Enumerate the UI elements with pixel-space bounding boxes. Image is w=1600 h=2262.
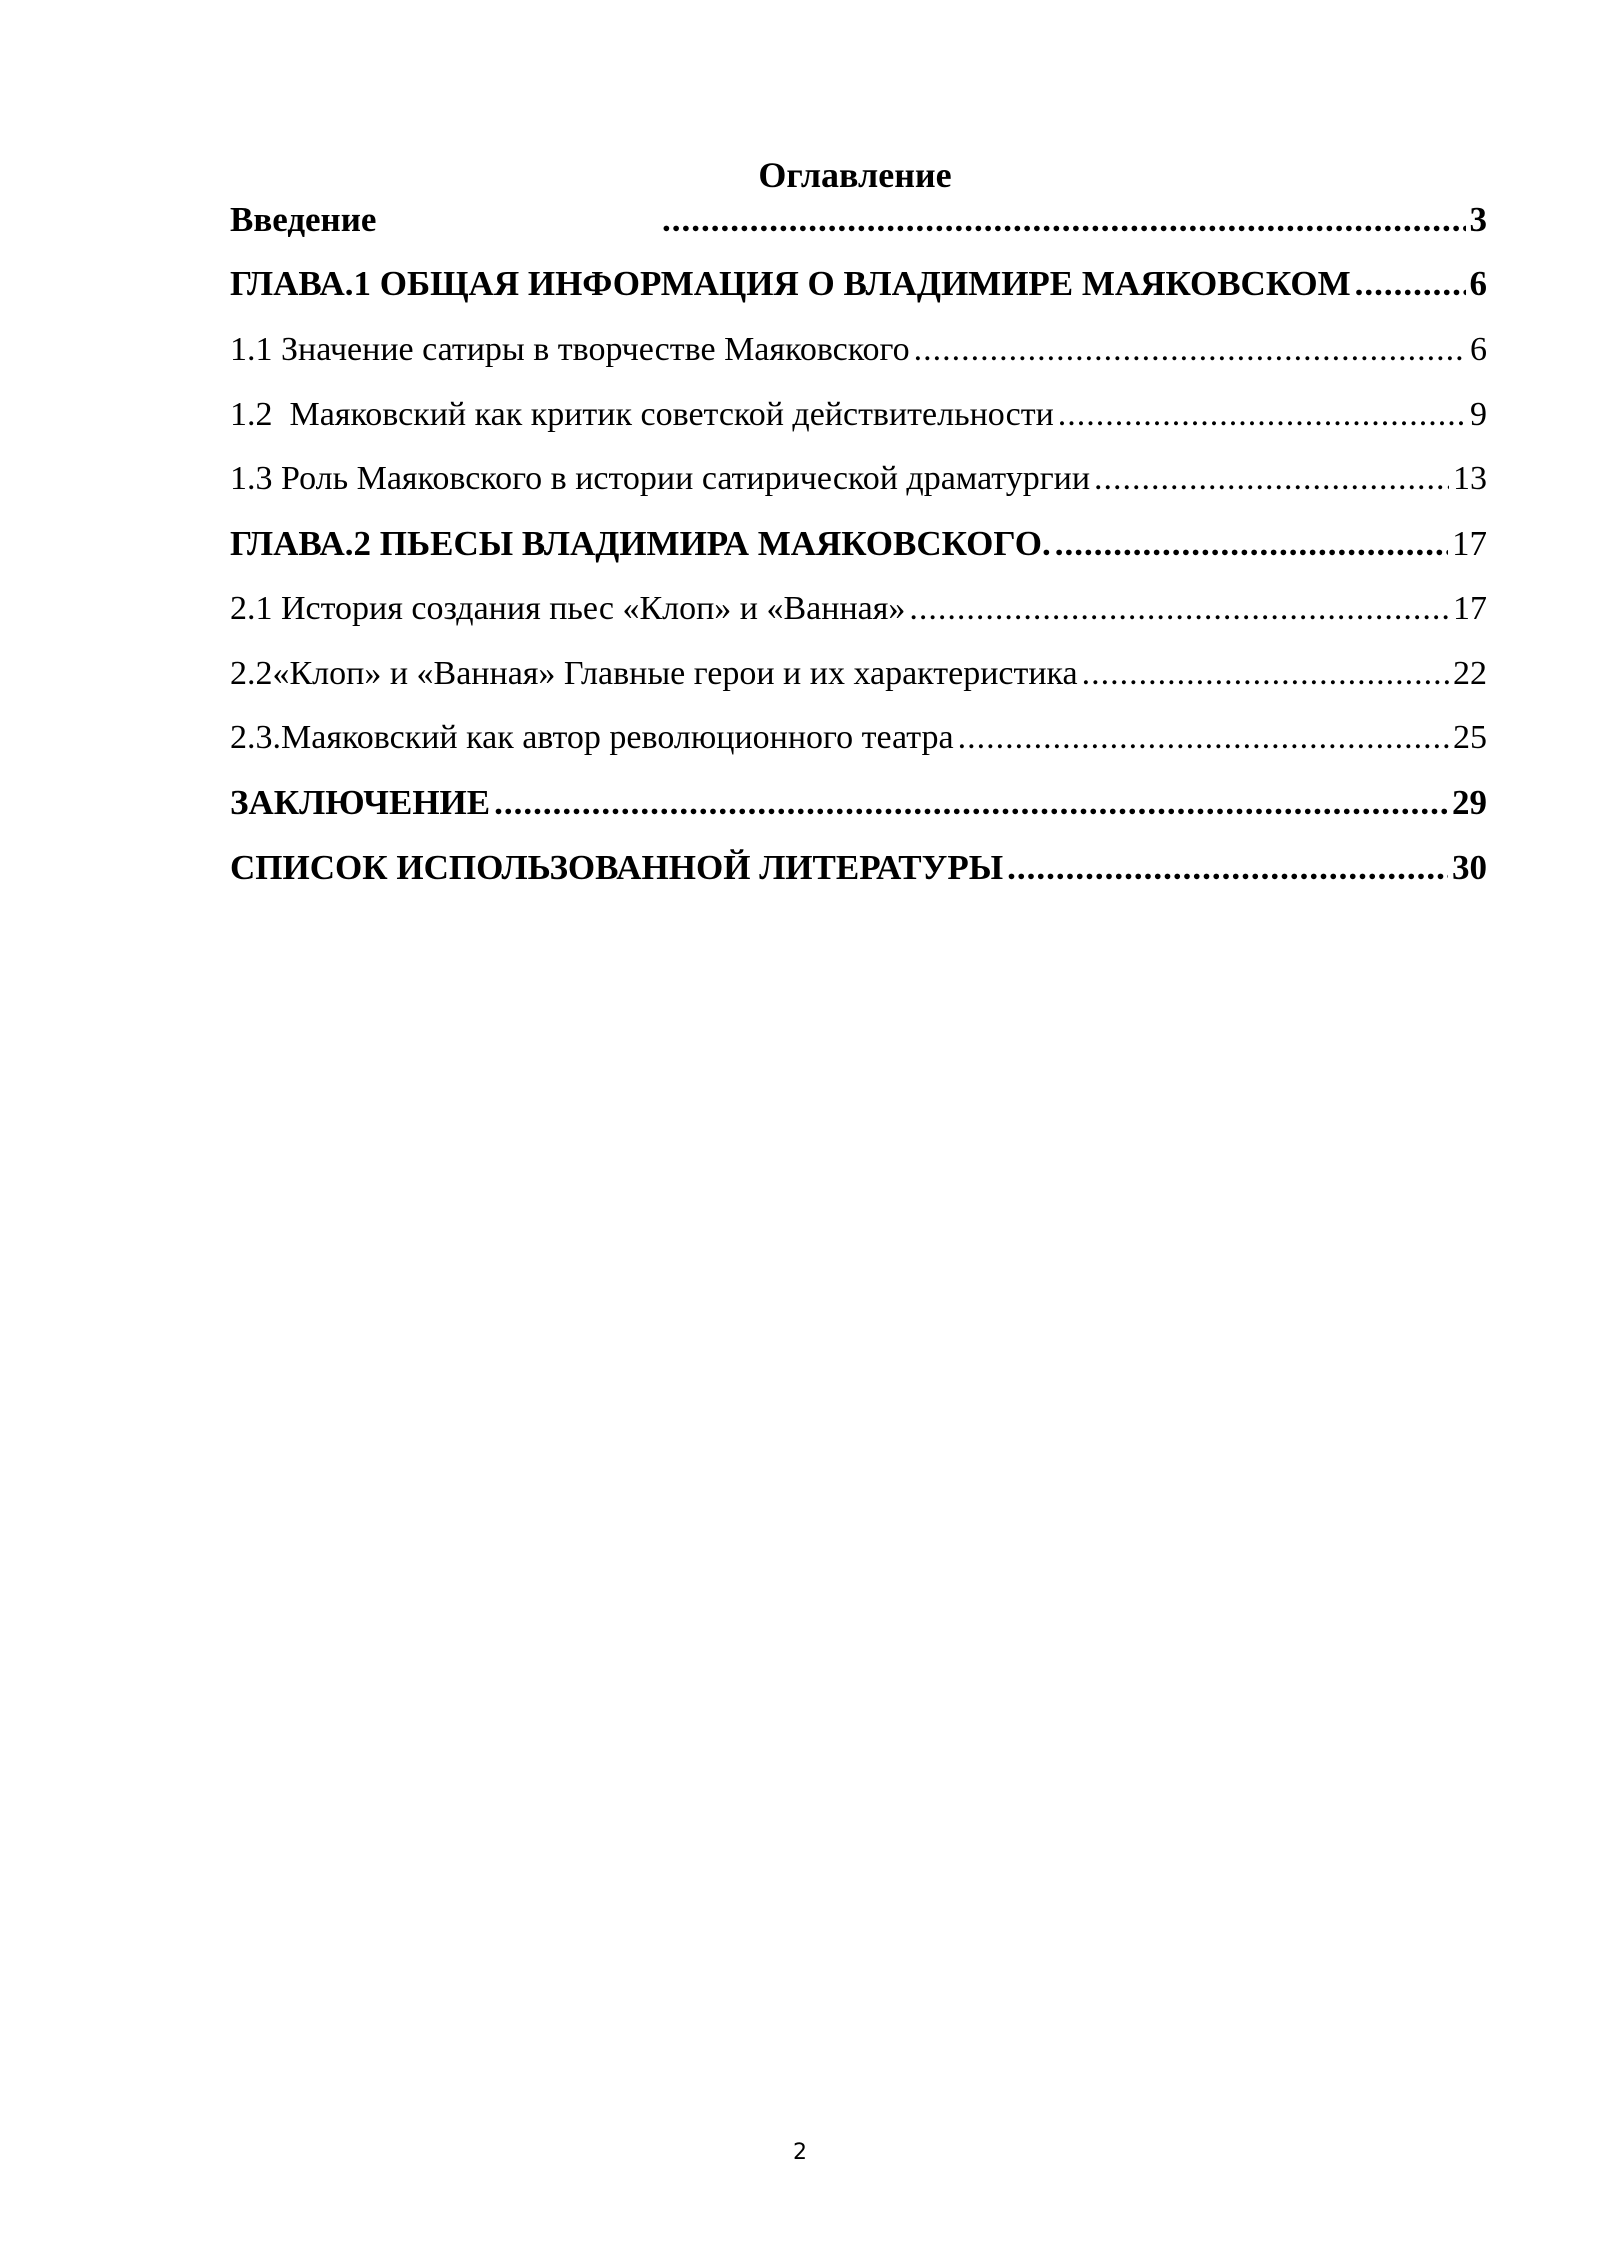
toc-entry-bibliography[interactable] (230, 843, 1487, 893)
dot-leader (1355, 259, 1466, 309)
dot-leader (662, 195, 1466, 245)
toc-entry-page: 3 (1469, 200, 1487, 239)
toc-entry-section-2-3[interactable] (230, 713, 1487, 763)
dot-leader (1058, 390, 1466, 440)
toc-entry-page: 6 (1470, 331, 1487, 368)
dot-leader (494, 778, 1448, 828)
toc-entry-label: 1.1 Значение сатиры в творчестве Маяковского (230, 331, 910, 368)
toc-entry-page: 22 (1453, 655, 1487, 692)
page-number: 2 (793, 2140, 807, 2165)
toc-entry-page: 13 (1453, 460, 1487, 497)
toc-entry-conclusion[interactable] (230, 778, 1487, 828)
dot-leader (1094, 454, 1449, 504)
toc-entry-label: ГЛАВА.1 ОБЩАЯ ИНФОРМАЦИЯ О ВЛАДИМИРЕ МАЯКОВСКОМ (230, 264, 1351, 303)
dot-leader (1007, 843, 1448, 893)
toc-entry-page: 30 (1452, 848, 1487, 887)
toc-entry-label: ЗАКЛЮЧЕНИЕ (230, 783, 491, 822)
toc-entry-section-1-1[interactable] (230, 325, 1487, 375)
dot-leader (1055, 519, 1448, 569)
toc-entry-label: 2.3.Маяковский как автор революционного театра (230, 719, 954, 756)
toc-entry-page: 6 (1469, 264, 1487, 303)
toc-entry-introduction[interactable] (230, 195, 1487, 245)
toc-entry-chapter-1[interactable] (230, 259, 1487, 309)
toc-entry-page: 25 (1453, 719, 1487, 756)
dot-leader (909, 584, 1449, 634)
toc-entry-page: 9 (1470, 396, 1487, 433)
toc-title: Оглавление (758, 155, 952, 195)
dot-leader (1082, 649, 1449, 699)
toc-entry-section-2-1[interactable] (230, 584, 1487, 634)
dot-leader (958, 713, 1449, 763)
toc-entry-section-1-3[interactable] (230, 454, 1487, 504)
toc-entry-chapter-2[interactable] (230, 519, 1487, 569)
toc-entry-page: 17 (1452, 524, 1487, 563)
toc-entry-page: 17 (1453, 590, 1487, 627)
toc-entry-label: 1.3 Роль Маяковского в истории сатирической драматургии (230, 460, 1091, 497)
toc-entry-label: Введение (230, 200, 377, 239)
toc-entry-label: 1.2 Маяковский как критик советской действительности (230, 396, 1054, 433)
dot-leader (914, 325, 1466, 375)
toc-entry-label: СПИСОК ИСПОЛЬЗОВАННОЙ ЛИТЕРАТУРЫ (230, 848, 1004, 887)
toc-entry-label: 2.1 История создания пьес «Клоп» и «Ванная» (230, 590, 906, 627)
toc-entry-page: 29 (1452, 783, 1487, 822)
toc-entry-label: ГЛАВА.2 ПЬЕСЫ ВЛАДИМИРА МАЯКОВСКОГО. (230, 524, 1051, 563)
toc-entry-section-1-2[interactable] (230, 390, 1487, 440)
toc-entry-label: 2.2«Клоп» и «Ванная» Главные герои и их характеристика (230, 655, 1078, 692)
toc-entry-section-2-2[interactable] (230, 649, 1487, 699)
